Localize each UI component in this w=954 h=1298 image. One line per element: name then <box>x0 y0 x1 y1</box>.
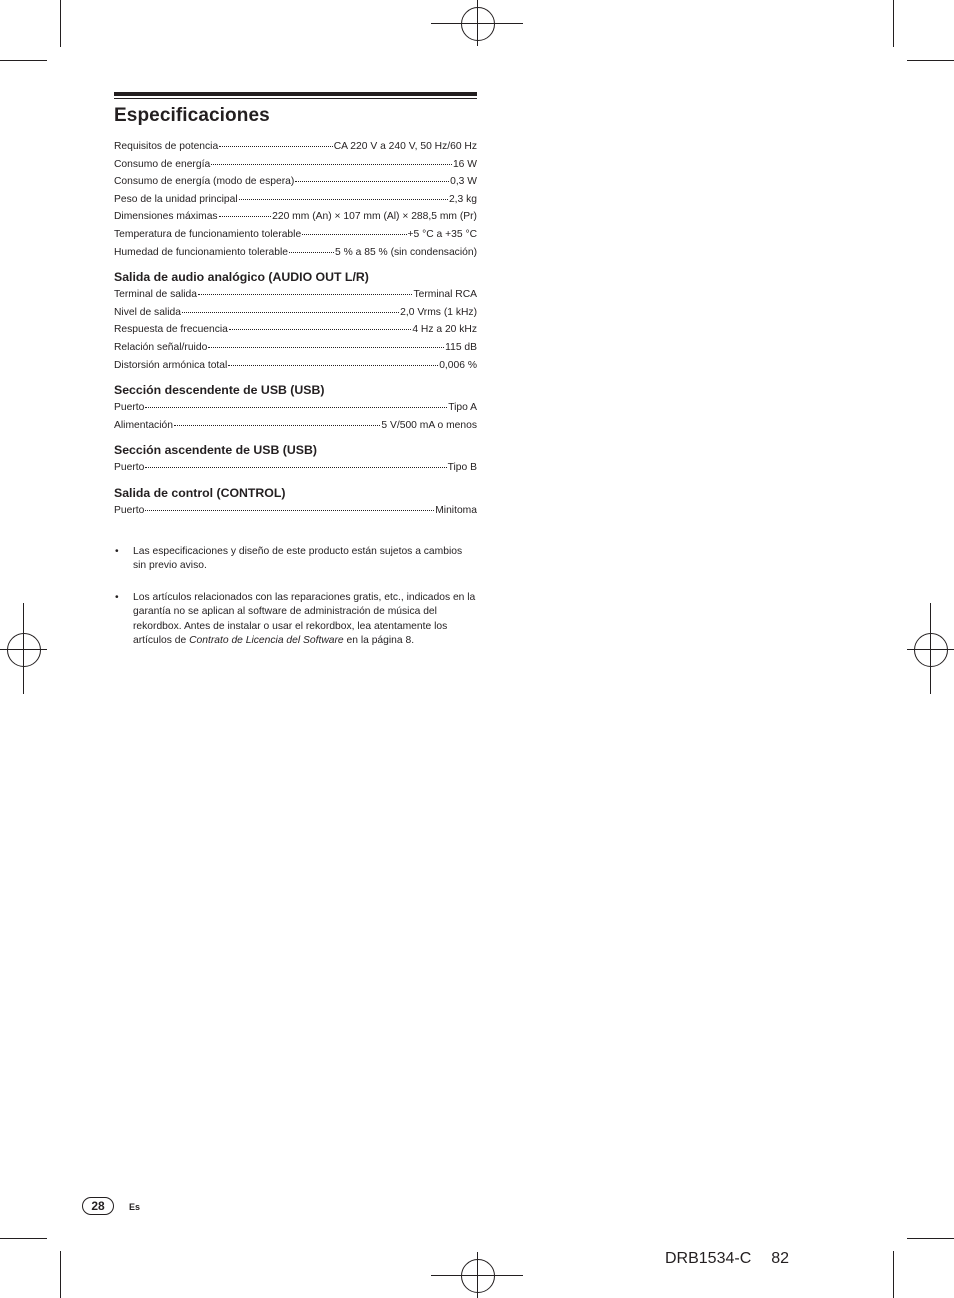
crop-mark <box>60 0 61 47</box>
page-title: Especificaciones <box>114 105 270 126</box>
crop-mark <box>893 1251 894 1298</box>
spec-value: 220 mm (An) × 107 mm (Al) × 288,5 mm (Pr) <box>272 211 477 223</box>
spec-value: Tipo B <box>447 462 477 474</box>
spec-row <box>114 458 477 476</box>
spec-label: Requisitos de potencia <box>114 141 219 152</box>
spec-label: Peso de la unidad principal <box>114 193 238 205</box>
registration-mark-circle <box>461 1259 495 1293</box>
bullet: • <box>115 591 119 603</box>
spec-value: 16 W <box>452 158 477 170</box>
document-reference <box>665 1250 789 1268</box>
spec-row <box>114 416 477 434</box>
spec-value: 0,006 % <box>439 359 477 371</box>
spec-value: 2,0 Vrms (1 kHz) <box>400 306 477 318</box>
crop-mark <box>60 1251 61 1298</box>
spec-row <box>114 356 477 374</box>
crop-mark <box>907 60 954 61</box>
note-item <box>114 591 477 649</box>
registration-mark-circle <box>461 7 495 41</box>
spec-label: Puerto <box>114 504 145 516</box>
section-heading: Sección descendente de USB (USB) <box>114 383 325 398</box>
spec-value: 115 dB <box>445 341 477 353</box>
dot-leader <box>289 241 334 253</box>
spec-label: Consumo de energía <box>114 158 211 170</box>
dot-leader <box>174 414 380 426</box>
dot-leader <box>145 499 434 511</box>
crop-mark <box>0 60 47 61</box>
spec-label: Humedad de funcionamiento tolerable <box>114 246 289 258</box>
spec-value: Tipo A <box>448 402 477 414</box>
notes-list <box>114 545 477 649</box>
spec-label: Alimentación <box>114 419 173 431</box>
spec-label: Consumo de energía (modo de espera) <box>114 176 295 188</box>
spec-label: Relación señal/ruido <box>114 341 208 353</box>
spec-label: Puerto <box>114 462 145 474</box>
note-text: en la página 8. <box>343 635 415 646</box>
dot-leader <box>219 205 272 217</box>
section-heading: Sección ascendente de USB (USB) <box>114 443 317 458</box>
registration-mark-circle <box>7 633 41 667</box>
spec-value: 5 % a 85 % (sin condensación) <box>335 246 477 258</box>
general-specs <box>114 137 477 260</box>
note-reference-title: Contrato de Licencia del Software <box>189 635 344 646</box>
spec-label: Nivel de salida <box>114 306 181 318</box>
dot-leader <box>182 301 399 313</box>
spec-value: Terminal RCA <box>413 289 477 301</box>
print-page-number: 82 <box>771 1250 790 1267</box>
note-text: Los artículos relacionados con las reparaciones gratis, etc., indicados en la garantía no se aplican al software de administración de música del rekordbox. Antes de instalar o usar el rekordbox, lea atentamente los artículos de <box>133 591 476 646</box>
registration-mark-circle <box>914 633 948 667</box>
bullet: • <box>115 545 119 557</box>
crop-mark <box>907 1238 954 1239</box>
spec-section-control-out <box>114 486 477 519</box>
dot-leader <box>211 153 452 165</box>
spec-label: Dimensiones máximas <box>114 211 218 223</box>
header-rule <box>114 98 477 99</box>
crop-mark <box>0 1238 47 1239</box>
spec-value: Minitoma <box>435 504 477 516</box>
specifications-section <box>114 92 477 666</box>
doc-code: DRB1534-C <box>665 1250 752 1267</box>
spec-value: +5 °C a +35 °C <box>407 228 477 240</box>
crop-mark <box>893 0 894 47</box>
spec-value: CA 220 V a 240 V, 50 Hz/60 Hz <box>333 141 477 152</box>
spec-value: 5 V/500 mA o menos <box>381 419 477 431</box>
spec-section-audio-out <box>114 270 477 373</box>
page-number: 28 <box>82 1197 114 1215</box>
dot-leader <box>208 336 444 348</box>
spec-label: Puerto <box>114 402 145 414</box>
note-text: Las especificaciones y diseño de este producto están sujetos a cambios sin previo aviso. <box>133 545 463 571</box>
header-rule <box>114 92 477 96</box>
dot-leader <box>302 223 406 235</box>
spec-row <box>114 243 477 261</box>
section-heading: Salida de control (CONTROL) <box>114 485 286 500</box>
language-code: Es <box>129 1202 141 1212</box>
dot-leader <box>228 354 438 366</box>
spec-value: 4 Hz a 20 kHz <box>412 324 477 336</box>
spec-value: 2,3 kg <box>448 193 477 205</box>
dot-leader <box>145 456 446 468</box>
dot-leader <box>198 283 412 295</box>
dot-leader <box>229 318 411 330</box>
dot-leader <box>145 396 447 408</box>
spec-row <box>114 501 477 519</box>
spec-value: 0,3 W <box>450 176 477 188</box>
dot-leader <box>219 135 333 147</box>
note-item <box>114 545 477 574</box>
spec-section-usb-upstream <box>114 443 477 476</box>
spec-section-usb-downstream <box>114 383 477 433</box>
spec-label: Respuesta de frecuencia <box>114 324 228 336</box>
dot-leader <box>239 188 448 200</box>
dot-leader <box>295 170 449 182</box>
spec-label: Distorsión armónica total <box>114 359 228 371</box>
spec-label: Temperatura de funcionamiento tolerable <box>114 228 302 240</box>
spec-row <box>114 190 477 208</box>
spec-label: Terminal de salida <box>114 289 197 301</box>
section-heading: Salida de audio analógico (AUDIO OUT L/R) <box>114 270 369 285</box>
spec-row <box>114 207 477 225</box>
